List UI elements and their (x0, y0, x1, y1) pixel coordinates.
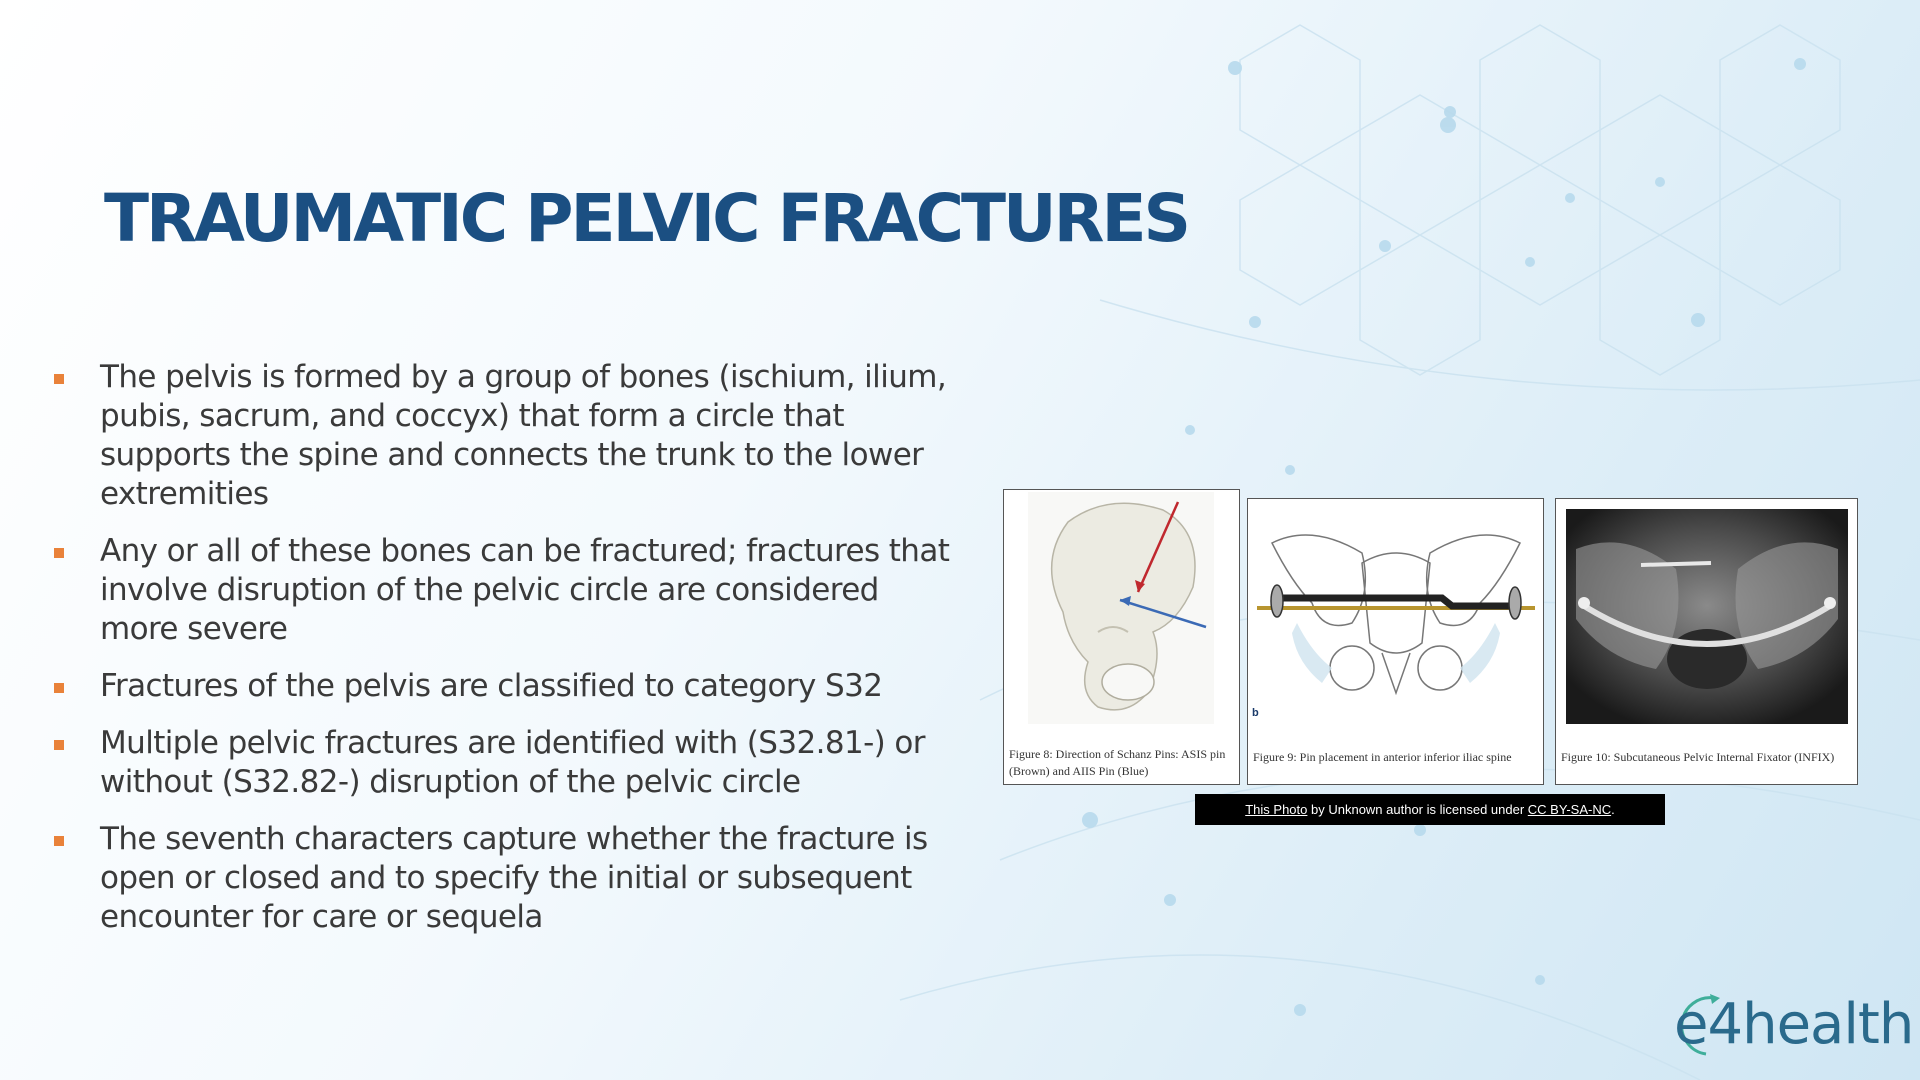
license-link[interactable]: CC BY-SA-NC (1527, 802, 1612, 817)
photo-credit-bar (1195, 794, 1665, 825)
bullet-square-icon (54, 683, 64, 693)
bullet-square-icon (54, 740, 64, 750)
figure-9-panel-label: b (1252, 707, 1259, 719)
pelvis-pin-diagram (1252, 503, 1540, 721)
hip-bone-illustration (1028, 492, 1214, 724)
figure-10-panel (1555, 498, 1858, 785)
credit-text: by Unknown author is licensed under (1307, 802, 1528, 817)
bullet-text: Multiple pelvic fractures are identified with (S32.81-) or without (S32.82-) disruption of the pelvic circle (100, 725, 925, 800)
bullet-item (52, 667, 952, 706)
figure-8-caption: Figure 8: Direction of Schanz Pins: ASIS pin (Brown) and AIIS Pin (Blue) (1009, 747, 1226, 778)
bullet-text: Fractures of the pelvis are classified to category S32 (100, 668, 883, 704)
photo-link[interactable]: This Photo (1245, 802, 1308, 817)
bullet-square-icon (54, 836, 64, 846)
slide-title: TRAUMATIC PELVIC FRACTURES (104, 180, 1189, 257)
bullet-square-icon (54, 374, 64, 384)
bullet-item (52, 724, 952, 802)
bullet-item (52, 820, 952, 937)
e4health-logo (1666, 990, 1914, 1060)
logo-wordmark: e4health (1674, 992, 1914, 1057)
figure-10-caption: Figure 10: Subcutaneous Pelvic Internal Fixator (INFIX) (1561, 750, 1835, 764)
figure-8-panel (1003, 489, 1240, 785)
figure-9-caption: Figure 9: Pin placement in anterior inferior iliac spine (1253, 750, 1512, 764)
bullet-text: The seventh characters capture whether the fracture is open or closed and to specify the initial or subsequent encounter for care or sequela (100, 821, 928, 935)
bullet-item (52, 532, 952, 649)
bullet-item (52, 358, 952, 514)
bullet-text: The pelvis is formed by a group of bones (ischium, ilium, pubis, sacrum, and coccyx) that form a circle that supports the spine and connects the trunk to the lower extremities (100, 359, 947, 512)
credit-end: . (1611, 802, 1615, 817)
pelvic-xray-image (1566, 509, 1848, 724)
bullet-text: Any or all of these bones can be fractured; fractures that involve disruption of the pelvic circle are considered more severe (100, 533, 950, 647)
bullet-list (52, 358, 952, 955)
bullet-square-icon (54, 548, 64, 558)
figure-9-panel (1247, 498, 1544, 785)
